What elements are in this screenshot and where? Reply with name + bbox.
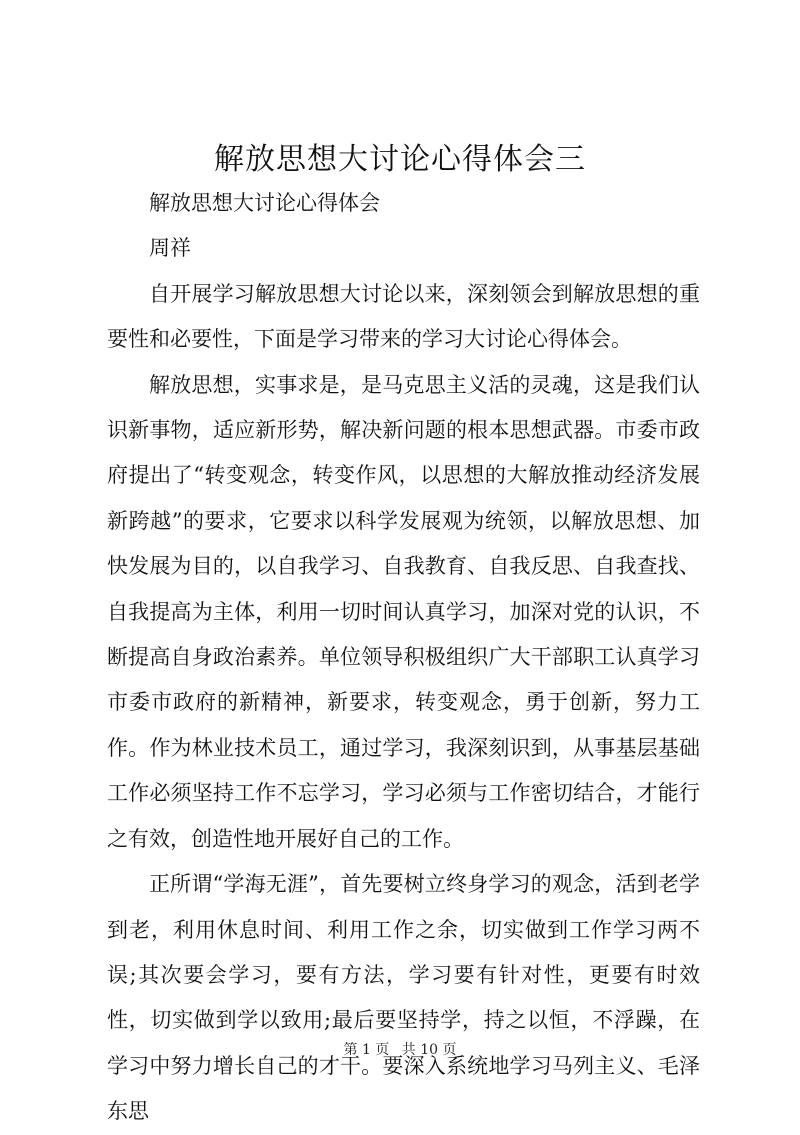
author-paragraph: 周祥 [149, 236, 191, 261]
body-paragraph: 正所谓“学海无涯”，首先要树立终身学习的观念，活到老学到老，利用休息时间、利用工作之余，切实做到工作学习两不误;其次要会学习，要有方法，学习要有针对性，更要有时效性，切实做到学以致用;最后要坚持学，持之以恒，不浮躁，在学习中努力增长自己的才干。要深入系统地学习马列主义、毛泽东思 [107, 872, 700, 1124]
body-paragraph: 解放思想，实事求是，是马克思主义活的灵魂，这是我们认识新事物，适应新形势，解决新问题的根本思想武器。市委市政府提出了“转变观念，转变作风，以思想的大解放推动经济发展新跨越”的要求，它要求以科学发展观为统领，以解放思想、加快发展为目的，以自我学习、自我教育、自我反思、自我查找、自我提高为主体，利用一切时间认真学习，加深对党的认识，不断提高自身政治素养。单位领导积极组织广大干部职工认真学习市委市政府的新精神，新要求，转变观念，勇于创新，努力工作。作为林业技术员工，通过学习，我深刻识到，从事基层基础工作必须坚持工作不忘学习，学习必须与工作密切结合，才能行之有效，创造性地开展好自己的工作。 [107, 372, 700, 851]
page-count: 共 10 页 [401, 1042, 457, 1058]
document-body [107, 181, 700, 1135]
body-paragraph: 自开展学习解放思想大讨论以来，深刻领会到解放思想的重要性和必要性，下面是学习带来的学习大讨论心得体会。 [107, 281, 700, 352]
subtitle-paragraph: 解放思想大讨论心得体会 [149, 191, 380, 215]
document-title: 解放思想大讨论心得体会三 [214, 142, 586, 177]
page-number: 第 1 页 [343, 1042, 390, 1058]
page-footer [0, 1040, 800, 1060]
